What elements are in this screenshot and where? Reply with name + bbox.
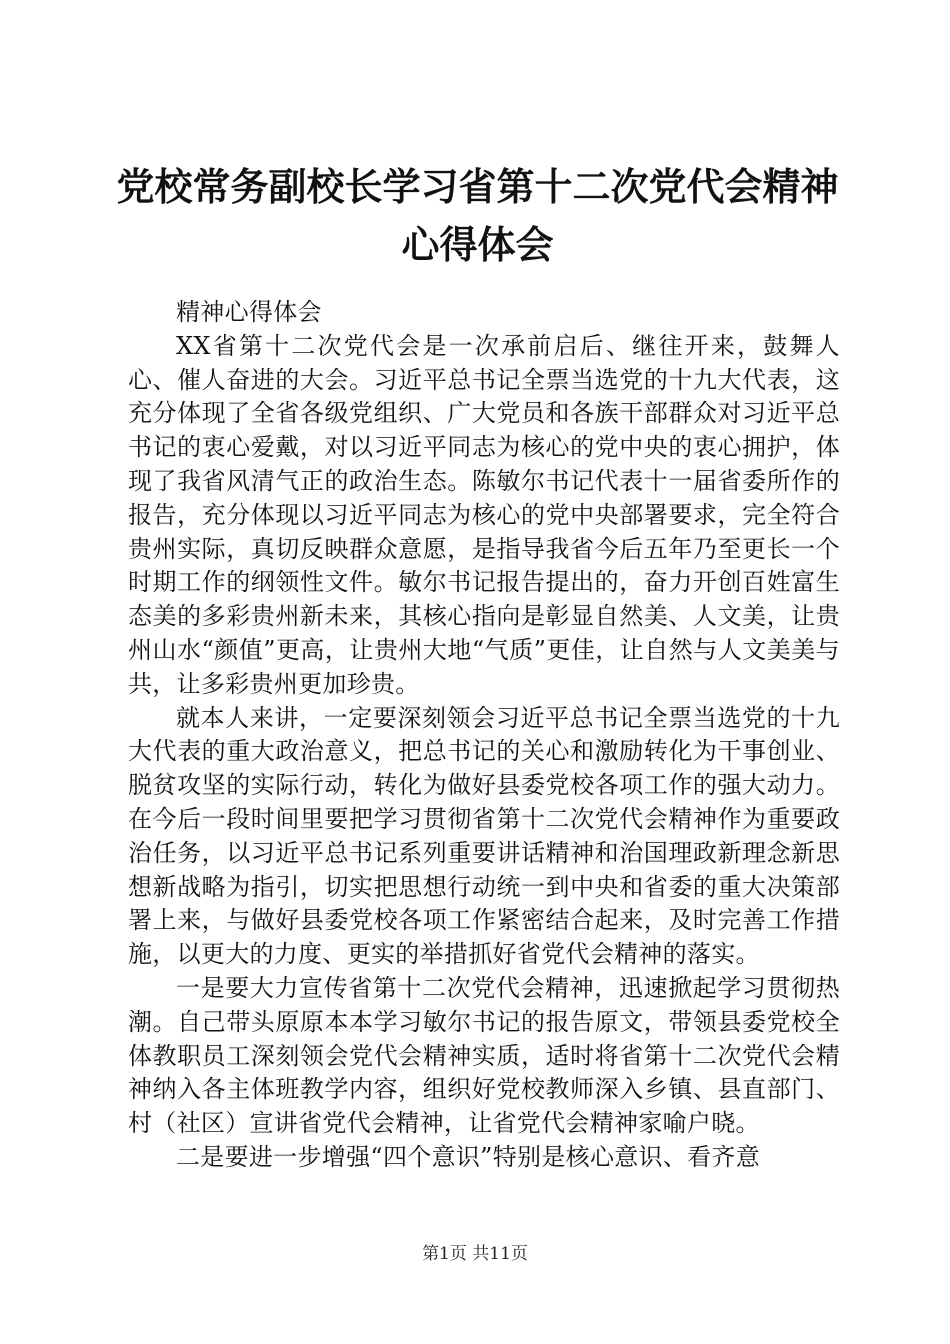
paragraph: 就本人来讲，一定要深刻领会习近平总书记全票当选党的十九大代表的重大政治意义，把总书记的关心和激励转化为干事创业、脱贫攻坚的实际行动，转化为做好县委党校各项工作的强大动力。在今后一段时间里要把学习贯彻省第十二次党代会精神作为重要政治任务，以习近平总书记系列重要讲话精神和治国理政新理念新思想新战略为指引，切实把思想行动统一到中央和省委的重大决策部署上来，与做好县委党校各项工作紧密结合起来，及时完善工作措施，以更大的力度、更实的举措抓好省党代会精神的落实。	[128, 703, 840, 969]
document-title: 党校常务副校长学习省第十二次党代会精神心得体会	[116, 164, 839, 267]
paragraph: 一是要大力宣传省第十二次党代会精神，迅速掀起学习贯彻热潮。自己带头原原本本学习敏尔书记的报告原文，带领县委党校全体教职员工深刻领会党代会精神实质，适时将省第十二次党代会精神纳入各主体班教学内容，组织好党校教师深入乡镇、县直部门、村（社区）宣讲省党代会精神，让省党代会精神家喻户晓。	[128, 973, 840, 1138]
paragraph-subtitle: 精神心得体会	[176, 298, 322, 326]
paragraph: 二是要进一步增强“四个意识”特别是核心意识、看齐意	[176, 1142, 761, 1171]
paragraph: XX省第十二次党代会是一次承前启后、继往开来，鼓舞人心、催人奋进的大会。习近平总书记全票当选党的十九大代表，这充分体现了全省各级党组织、广大党员和各族干部群众对习近平总书记的衷心爱戴，对以习近平同志为核心的党中央的衷心拥护，体现了我省风清气正的政治生态。陈敏尔书记代表十一届省委所作的报告，充分体现以习近平同志为核心的党中央部署要求，完全符合贵州实际，真切反映群众意愿，是指导我省今后五年乃至更长一个时期工作的纲领性文件。敏尔书记报告提出的，奋力开创百姓富生态美的多彩贵州新未来，其核心指向是彰显自然美、人文美，让贵州山水“颜值”更高，让贵州大地“气质”更佳，让自然与人文美美与共，让多彩贵州更加珍贵。	[128, 331, 840, 698]
document-body	[128, 296, 840, 1175]
page-footer: 第1页 共11页	[422, 1244, 528, 1264]
